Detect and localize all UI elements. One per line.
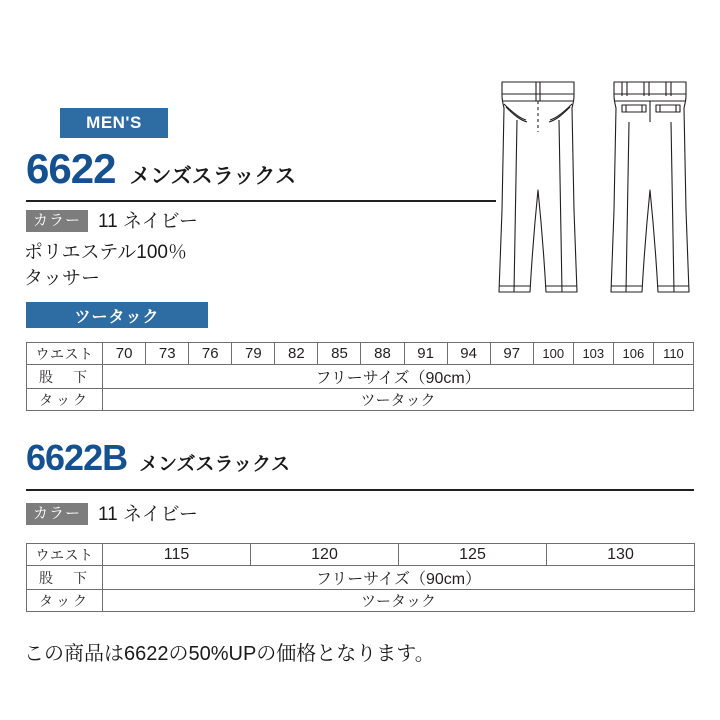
color-row-main bbox=[26, 210, 198, 232]
size-cell: 103 bbox=[573, 343, 613, 365]
row-label-inseam-sub: 股 下 bbox=[27, 566, 103, 590]
size-cell: 120 bbox=[251, 544, 399, 566]
size-cell: 94 bbox=[447, 343, 490, 365]
row-label-tack-sub: タック bbox=[27, 590, 103, 612]
size-table-6622 bbox=[26, 342, 694, 411]
row-label-inseam: 股 下 bbox=[27, 365, 103, 389]
product-title-6622b bbox=[26, 437, 290, 478]
price-note: この商品は6622の50%UPの価格となります。 bbox=[24, 643, 435, 665]
row-label-tack: タック bbox=[27, 389, 103, 411]
size-cell: 88 bbox=[361, 343, 404, 365]
slacks-back-illustration bbox=[611, 82, 689, 292]
size-cell: 76 bbox=[189, 343, 232, 365]
size-cell: 125 bbox=[399, 544, 547, 566]
tack-value-sub: ツータック bbox=[103, 590, 695, 612]
size-cell: 106 bbox=[613, 343, 653, 365]
color-row-sub bbox=[26, 503, 198, 525]
product-number: 6622 bbox=[26, 145, 116, 192]
table-row bbox=[27, 365, 694, 389]
product-title-6622 bbox=[26, 145, 297, 192]
divider-line-middle bbox=[26, 489, 694, 491]
size-cell: 97 bbox=[490, 343, 533, 365]
color-value-sub: 11 ネイビー bbox=[98, 503, 198, 525]
size-table-6622b bbox=[26, 543, 695, 612]
table-row bbox=[27, 389, 694, 411]
divider-line-top bbox=[26, 200, 496, 202]
size-cell: 91 bbox=[404, 343, 447, 365]
color-tag-label: カラー bbox=[26, 210, 88, 232]
inseam-value: フリーサイズ（90cm） bbox=[103, 365, 694, 389]
size-cell: 82 bbox=[275, 343, 318, 365]
product-number-sub: 6622B bbox=[26, 437, 128, 478]
size-cell: 130 bbox=[547, 544, 695, 566]
product-illustration bbox=[486, 60, 706, 306]
size-cell: 100 bbox=[533, 343, 573, 365]
slacks-front-illustration bbox=[499, 82, 577, 292]
size-cell: 110 bbox=[653, 343, 693, 365]
color-tag-label-sub: カラー bbox=[26, 503, 88, 525]
size-cell: 79 bbox=[232, 343, 275, 365]
size-cell: 70 bbox=[103, 343, 146, 365]
product-name-sub: メンズスラックス bbox=[139, 454, 290, 475]
size-cell: 115 bbox=[103, 544, 251, 566]
two-tack-badge: ツータック bbox=[26, 302, 208, 328]
mens-badge: MEN'S bbox=[60, 108, 168, 138]
table-row bbox=[27, 590, 695, 612]
material-line-1: ポリエステル100％ bbox=[24, 242, 187, 263]
color-value: 11 ネイビー bbox=[98, 210, 198, 232]
material-line-2: タッサー bbox=[24, 267, 101, 289]
table-row bbox=[27, 544, 695, 566]
product-name: メンズスラックス bbox=[129, 165, 297, 188]
material-description bbox=[24, 240, 187, 291]
table-row bbox=[27, 343, 694, 365]
row-label-waist: ウエスト bbox=[27, 343, 103, 365]
inseam-value-sub: フリーサイズ（90cm） bbox=[103, 566, 695, 590]
table-row bbox=[27, 566, 695, 590]
tack-value: ツータック bbox=[103, 389, 694, 411]
size-cell: 73 bbox=[146, 343, 189, 365]
size-cell: 85 bbox=[318, 343, 361, 365]
row-label-waist-sub: ウエスト bbox=[27, 544, 103, 566]
